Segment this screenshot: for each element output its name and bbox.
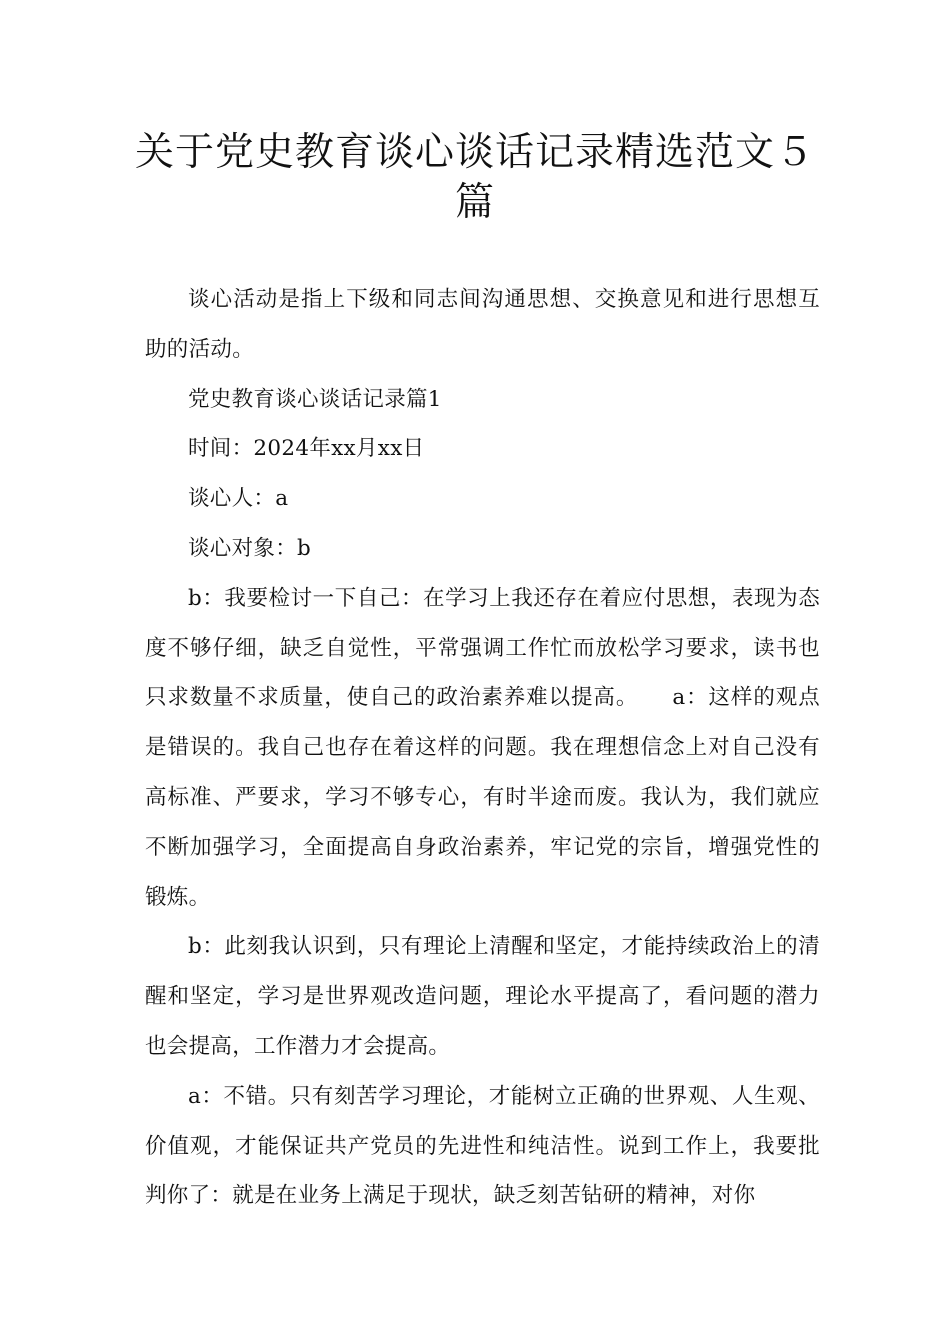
paragraph-intro: 谈心活动是指上下级和同志间沟通思想、交换意见和进行思想互助的活动。 [145,287,820,362]
document-title [100,128,850,228]
title-line-2: 篇 [454,180,495,225]
paragraph-talker: 谈心人：a [188,486,289,512]
paragraph-dialogue-3: a：不错。只有刻苦学习理论，才能树立正确的世界观、人生观、价值观，才能保证共产党员的先进性和纯洁性。说到工作上，我要批判你了：就是在业务上满足于现状，缺乏刻苦钻研的精神，对你 [145,1083,820,1209]
title-line-1: 关于党史教育谈心谈话记录精选范文５ [134,130,815,175]
paragraph-talk-target: 谈心对象：b [188,535,312,561]
paragraph-dialogue-2: b：此刻我认识到，只有理论上清醒和坚定，才能持续政治上的清醒和坚定，学习是世界观改造问题，理论水平提高了，看问题的潜力也会提高，工作潜力才会提高。 [145,934,820,1059]
paragraph-time: 时间：2024年xx月xx日 [188,436,425,462]
paragraph-dialogue-1: b：我要检讨一下自己：在学习上我还存在着应付思想，表现为态度不够仔细，缺乏自觉性，平常强调工作忙而放松学习要求，读书也只求数量不求质量，使自己的政治素养难以提高。 a：这样的观点是错误的。我自己也存在着这样的问题。我在理想信念上对自己没有高标准、严要求，学习不够专心，有时半途而废。我认为，我们就应不断加强学习，全面提高自身政治素养，牢记党的宗旨，增强党性的锻炼。 [145,585,820,910]
document-body [145,275,820,1221]
paragraph-section-heading: 党史教育谈心谈话记录篇1 [188,386,442,412]
